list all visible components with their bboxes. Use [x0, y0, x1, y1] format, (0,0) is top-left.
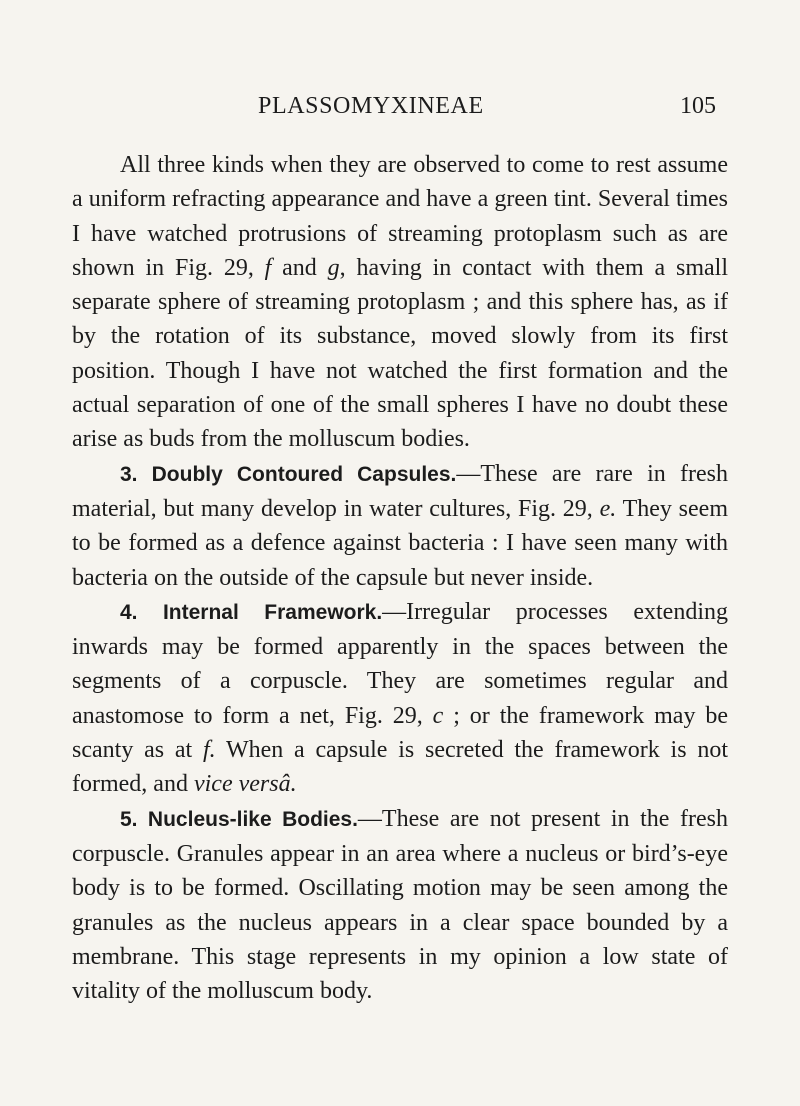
text-run: —These are not present in the fresh corpuscle. Granules appear in an area where a nucleus or bird’s-eye body is to be formed. Oscillating motion may be seen among the granules as the nucleus appears in a clear space bounded by a membrane. This stage represents in my opinion a low state of vitality of the molluscum body. — [72, 805, 728, 1005]
paragraph-internal-framework — [72, 595, 728, 802]
text-run: All three kinds when they are observed to come to rest assume a uniform refracting appearance and have a green tint. Several times I have watched protrusions of streaming protoplasm such as are shown in Fig. 29, — [72, 152, 728, 281]
running-title: PLASSOMYXINEAE — [258, 93, 484, 119]
text-run: They seem to be formed as a defence against bacteria : I have seen many with bacteria on the outside of the capsule but never inside. — [72, 495, 728, 591]
section-heading: 3. Doubly Contoured Capsules. — [120, 462, 457, 486]
italic-text: c — [432, 702, 444, 729]
body-text — [72, 148, 728, 1008]
paragraph-nucleus-like-bodies — [72, 802, 728, 1009]
running-head — [0, 93, 800, 123]
italic-text: f. — [202, 737, 216, 764]
italic-text: f — [264, 254, 272, 281]
paragraph-doubly-contoured-capsules — [72, 457, 728, 595]
text-run: ; or the framework may be scanty as at — [72, 702, 729, 764]
page-number: 105 — [680, 93, 716, 119]
italic-text: vice versâ. — [193, 771, 297, 798]
italic-text: e. — [599, 495, 617, 522]
text-run: When a capsule is secreted the framework is not formed, and — [72, 737, 728, 798]
section-heading: 4. Internal Framework. — [120, 600, 383, 624]
section-heading: 5. Nucleus-like Bodies. — [120, 807, 358, 831]
text-run: , having in contact with them a small separate sphere of streaming protoplasm ; and this sphere has, as if by the rotation of its substance, moved slowly from its first position. Though I have not watched the first formation and the actual separation of one of the small spheres I have no doubt these arise as buds from the molluscum bodies. — [72, 254, 728, 453]
italic-text: g — [327, 254, 340, 281]
text-run: and — [271, 254, 328, 281]
text-run: —These are rare in fresh material, but many develop in water cultures, Fig. 29, — [72, 460, 728, 522]
text-run: —Irregular processes extending inwards may be formed apparently in the spaces between the segments of a corpuscle. They are sometimes regular and anastomose to form a net, Fig. 29, — [72, 598, 728, 729]
paragraph-intro — [72, 148, 728, 457]
